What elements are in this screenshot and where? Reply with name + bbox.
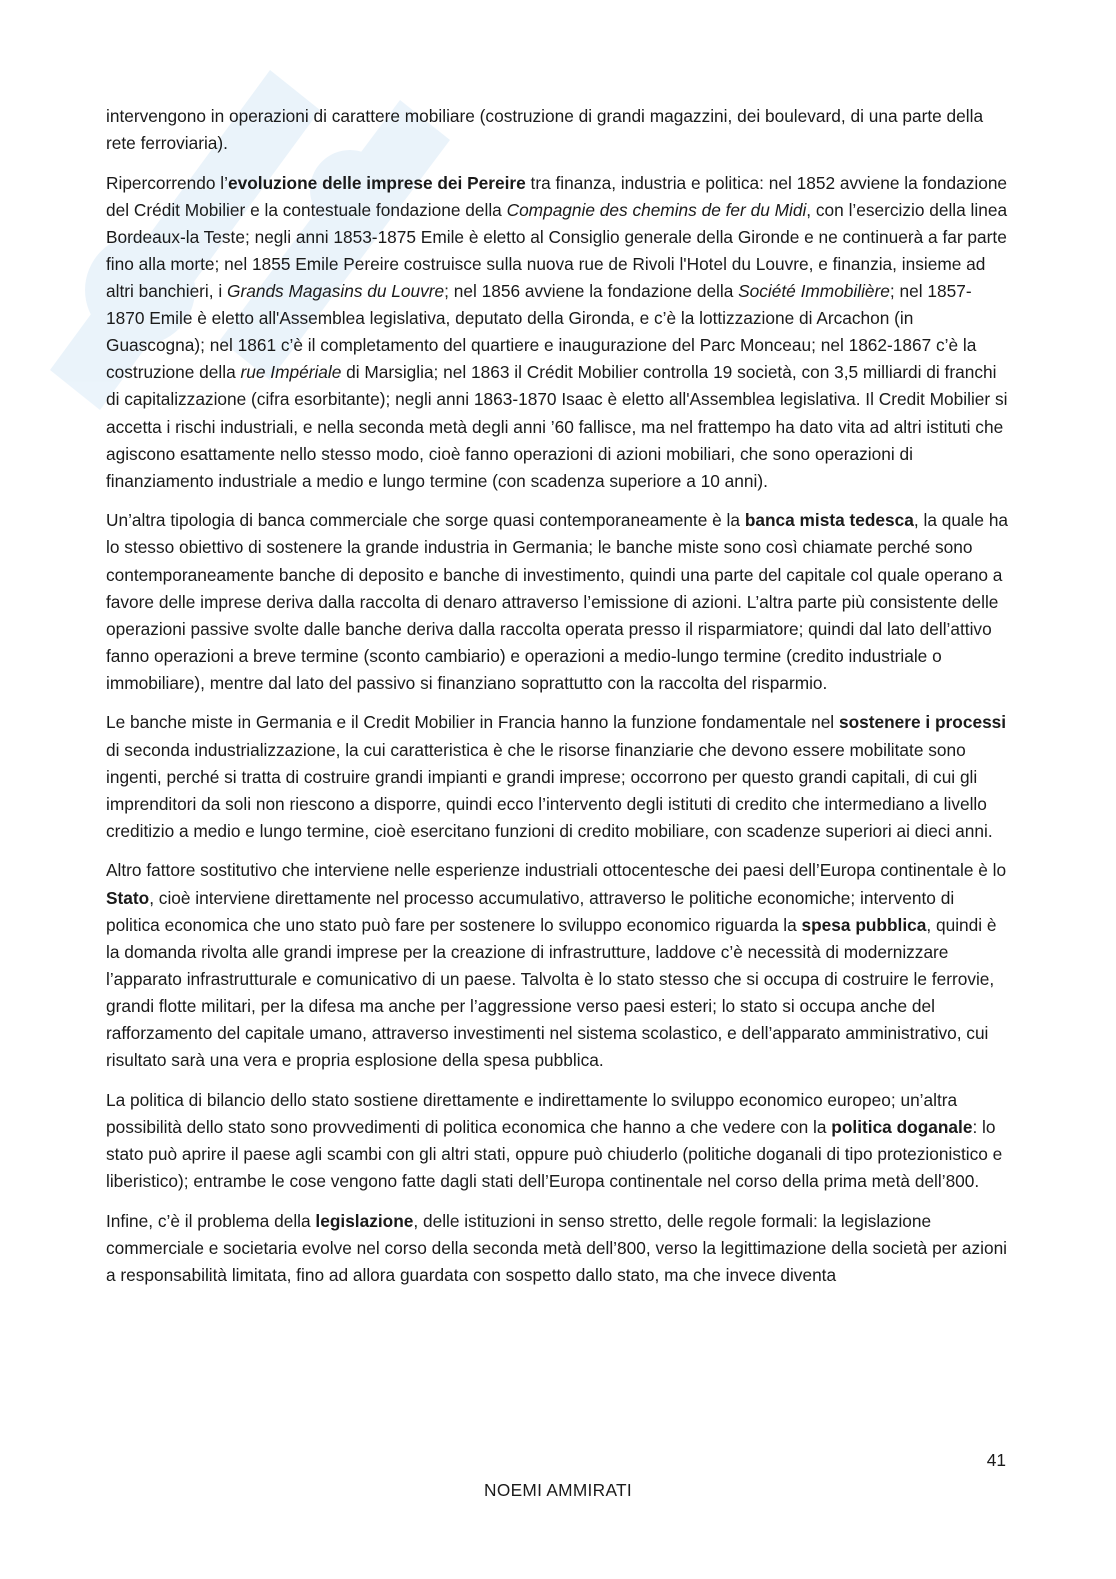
paragraph-7: Infine, c’è il problema della legislazione, delle istituzioni in senso stretto, delle regole formali: la legislazione commerciale e societaria evolve nel corso della seconda metà dell’800, verso la legittimazione della società per azioni a responsabilità limitata, fino ad allora guardata con sospetto dallo stato, ma che invece diventa [106, 1210, 1008, 1285]
page-number: 41 [986, 1450, 1006, 1470]
paragraph-3: Un’altra tipologia di banca commerciale che sorge quasi contemporaneamente è la banca mista tedesca, la quale ha lo stesso obiettivo di sostenere la grande industria in Germania; le banche miste sono così chiamate perché sono contemporaneamente banche di deposito e banche di investimento, quindi una parte del capitale col quale operano a favore delle imprese deriva dalla raccolta di denaro attraverso l’emissione di azioni. L’altra parte più consistente delle operazioni passive svolte dalle banche deriva dalla raccolta operata presso il risparmiatore; quindi dal lato dell’attivo fanno operazioni a breve termine (sconto cambiario) e operazioni a medio-lungo termine (credito industriale o immobiliare), mentre dal lato del passivo si finanziano soprattutto con la raccolta del risparmio. [106, 510, 1009, 693]
paragraph-1: intervengono in operazioni di carattere mobiliare (costruzione di grandi magazzini, dei boulevard, di una parte della rete ferroviaria). [106, 106, 984, 154]
paragraph-5: Altro fattore sostitutivo che interviene nelle esperienze industriali ottocentesche dei paesi dell’Europa continentale è lo Stato, cioè interviene direttamente nel processo accumulativo, attraverso le politiche economiche; intervento di politica economica che uno stato può fare per sostenere lo sviluppo economico riguarda la spesa pubblica, quindi è la domanda rivolta alle grandi imprese per la creazione di infrastrutture, laddove c’è necessità di modernizzare l’apparato infrastrutturale e comunicativo di un paese. Talvolta è lo stato stesso che si occupa di costruire le ferrovie, grandi flotte militari, per la difesa ma anche per l’aggressione verso paesi esteri; lo stato si occupa anche del rafforzamento del capitale umano, attraverso investimenti nel sistema scolastico, e dell’apparato amministrativo, cui risultato sarà una vera e propria esplosione della spesa pubblica. [106, 860, 1007, 1071]
page-footer: NOEMI AMMIRATI [484, 1480, 632, 1500]
paragraph-6: La politica di bilancio dello stato sostiene direttamente e indirettamente lo sviluppo economico europeo; un’altra possibilità dello stato sono provvedimenti di politica economica che hanno a che vedere con la politica doganale: lo stato può aprire il paese agli scambi con gli altri stati, oppure può chiuderlo (politiche doganali di tipo protezionistico e liberistico); entrambe le cose vengono fatte dagli stati dell’Europa continentale nel corso della prima metà dell’800. [106, 1089, 1003, 1191]
document-body [106, 103, 1010, 1301]
paragraph-2: Ripercorrendo l’evoluzione delle imprese dei Pereire tra finanza, industria e politica: nel 1852 avviene la fondazione del Crédit Mobilier e la contestuale fondazione della Compagnie des chemins de fer du Midi, con l’esercizio della linea Bordeaux-la Teste; negli anni 1853-1875 Emile è eletto al Consiglio generale della Gironde e ne continuerà a far parte fino alla morte; nel 1855 Emile Pereire costruisce sulla nuova rue de Rivoli l'Hotel du Louvre, e finanzia, insieme ad altri banchieri, i Grands Magasins du Louvre; nel 1856 avviene la fondazione della Société Immobilière; nel 1857-1870 Emile è eletto all'Assemblea legislativa, deputato della Gironda, e c’è la lottizzazione di Arcachon (in Guascogna); nel 1861 c’è il completamento del quartiere e inaugurazione del Parc Monceau; nel 1862-1867 c’è la costruzione della rue Impériale di Marsiglia; nel 1863 il Crédit Mobilier controlla 19 società, con 3,5 milliardi di franchi di capitalizzazione (cifra esorbitante); negli anni 1863-1870 Isaac è eletto all'Assemblea legislativa. Il Credit Mobilier si accetta i rischi industriali, e nella seconda metà degli anni ’60 fallisce, ma nel frattempo ha dato vita ad altri istituti che agiscono esattamente nello stesso modo, cioè fanno operazioni di azioni mobiliari, che sono operazioni di finanziamento industriale a medio e lungo termine (con scadenza superiore a 10 anni). [106, 172, 1008, 491]
paragraph-4: Le banche miste in Germania e il Credit Mobilier in Francia hanno la funzione fondamentale nel sostenere i processi di seconda industrializzazione, la cui caratteristica è che le risorse finanziarie che devono essere mobilitate sono ingenti, perché si tratta di costruire grandi impianti e grandi imprese; occorrono per questo grandi capitali, di cui gli imprenditori da soli non riescono a disporre, quindi ecco l’intervento degli istituti di credito che intermediano a livello creditizio a medio e lungo termine, cioè esercitano funzioni di credito mobiliare, con scadenze superiori ai dieci anni. [106, 712, 1007, 841]
